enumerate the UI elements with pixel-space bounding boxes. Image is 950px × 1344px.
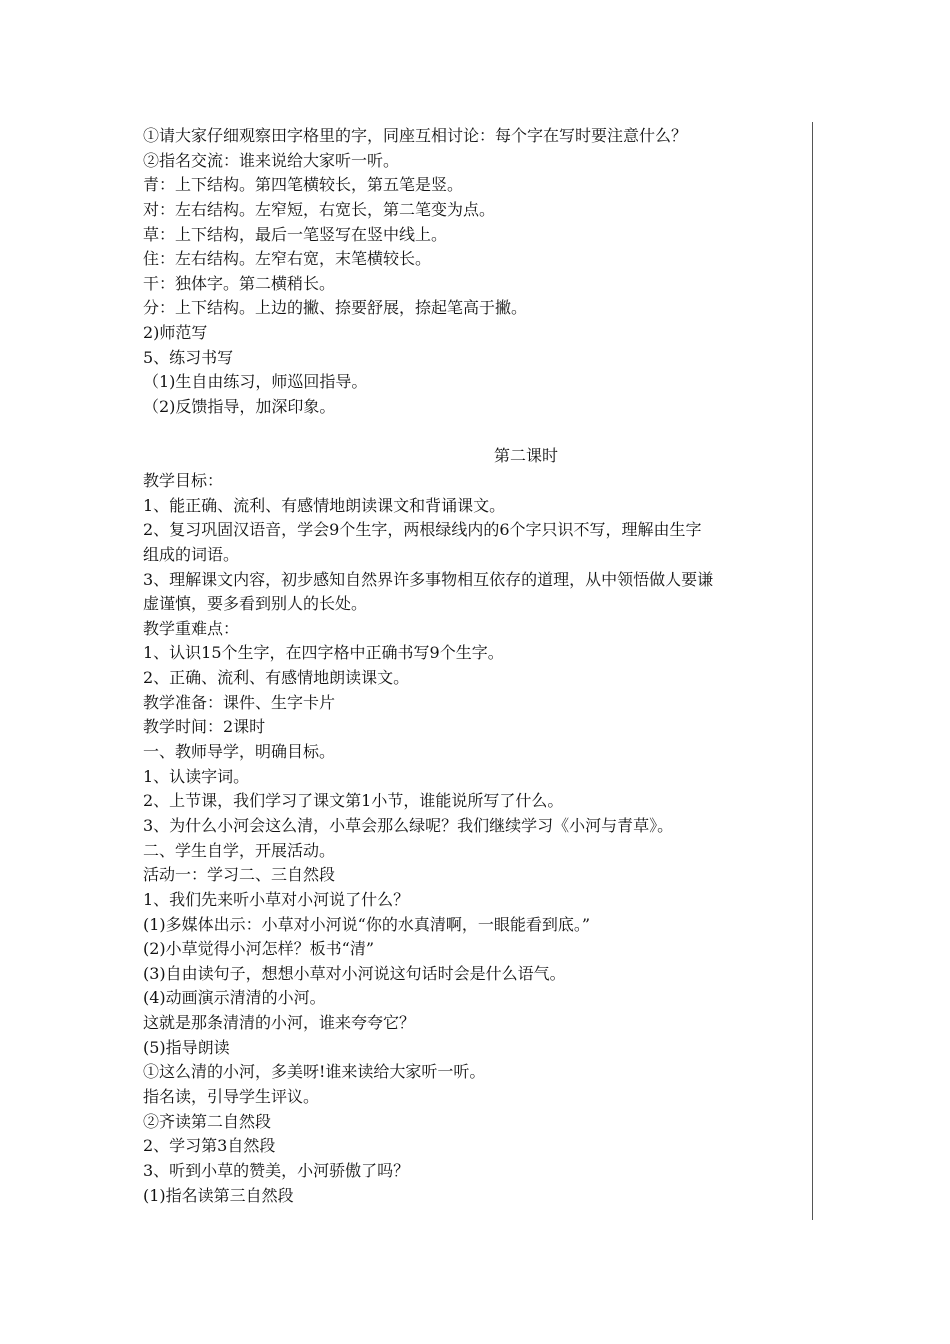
text-line: (4)动画演示清清的小河。 — [143, 988, 326, 1008]
text-line: 2、上节课，我们学习了课文第1小节，谁能说所写了什么。 — [143, 791, 564, 811]
table-right-border — [812, 122, 813, 1220]
text-line: 指名读，引导学生评议。 — [143, 1086, 320, 1106]
text-line: (5)指导朗读 — [143, 1037, 230, 1057]
text-line: (1)多媒体出示：小草对小河说“你的水真清啊，一眼能看到底。” — [143, 914, 591, 934]
text-line: ②指名交流：谁来说给大家听一听。 — [143, 150, 400, 170]
text-line: 2、正确、流利、有感情地朗读课文。 — [143, 668, 410, 688]
text-line: 分：上下结构。上边的撇、捺要舒展，捺起笔高于撇。 — [143, 298, 528, 318]
text-line: 3、为什么小河会这么清，小草会那么绿呢？我们继续学习《小河与青草》。 — [143, 815, 674, 835]
text-line: ①请大家仔细观察田字格里的字，同座互相讨论：每个字在写时要注意什么？ — [143, 126, 688, 145]
text-line: 组成的词语。 — [143, 544, 240, 564]
text-line: 二、学生自学，开展活动。 — [143, 840, 336, 860]
text-line: 1、我们先来听小草对小河说了什么？ — [143, 889, 410, 909]
text-line: (2)小草觉得小河怎样？板书“清” — [143, 939, 375, 959]
text-line: 教学时间：2课时 — [143, 717, 266, 737]
text-line: 1、能正确、流利、有感情地朗读课文和背诵课文。 — [143, 495, 506, 515]
text-line: 1、认识15个生字，在四字格中正确书写9个生字。 — [143, 643, 504, 663]
text-line: 干：独体字。第二横稍长。 — [143, 273, 336, 293]
blank-line — [143, 420, 811, 445]
text-line: 教学重难点： — [143, 618, 240, 638]
text-line: 2、复习巩固汉语音，学会9个生字，两根绿线内的6个字只识不写，理解由生字 — [143, 520, 702, 540]
text-line: ②齐读第二自然段 — [143, 1111, 272, 1131]
text-line: 教学目标： — [143, 470, 224, 490]
text-line: ①这么清的小河，多美呀!谁来读给大家听一听。 — [143, 1062, 486, 1082]
text-line: 对：左右结构。左窄短，右宽长，第二笔变为点。 — [143, 199, 496, 219]
text-line: (3)自由读句子，想想小草对小河说这句话时会是什么语气。 — [143, 963, 566, 983]
text-line: 3、听到小草的赞美，小河骄傲了吗？ — [143, 1160, 410, 1180]
text-line: 1、认读字词。 — [143, 766, 250, 786]
text-line: 2)师范写 — [143, 323, 208, 343]
lesson-plan-text — [143, 124, 811, 1208]
text-line: 青：上下结构。第四笔横较长，第五笔是竖。 — [143, 175, 464, 195]
text-line: （2)反馈指导，加深印象。 — [143, 397, 336, 417]
text-line: 虚谨慎，要多看到别人的长处。 — [143, 594, 368, 614]
text-line: (1)指名读第三自然段 — [143, 1185, 294, 1205]
text-line: （1)生自由练习，师巡回指导。 — [143, 372, 368, 392]
text-line: 2、学习第3自然段 — [143, 1136, 276, 1156]
text-line: 草：上下结构，最后一笔竖写在竖中线上。 — [143, 224, 448, 244]
text-line: 5、练习书写 — [143, 347, 234, 367]
text-line: 住：左右结构。左窄右宽，末笔横较长。 — [143, 249, 432, 269]
text-line: 这就是那条清清的小河，谁来夸夸它？ — [143, 1013, 416, 1033]
text-line: 活动一：学习二、三自然段 — [143, 865, 336, 885]
text-line: 一、教师导学，明确目标。 — [143, 742, 336, 762]
text-line: 教学准备：课件、生字卡片 — [143, 692, 336, 712]
text-line: 3、理解课文内容，初步感知自然界许多事物相互依存的道理，从中领悟做人要谦 — [143, 569, 714, 589]
section-title: 第二课时 — [493, 446, 558, 466]
